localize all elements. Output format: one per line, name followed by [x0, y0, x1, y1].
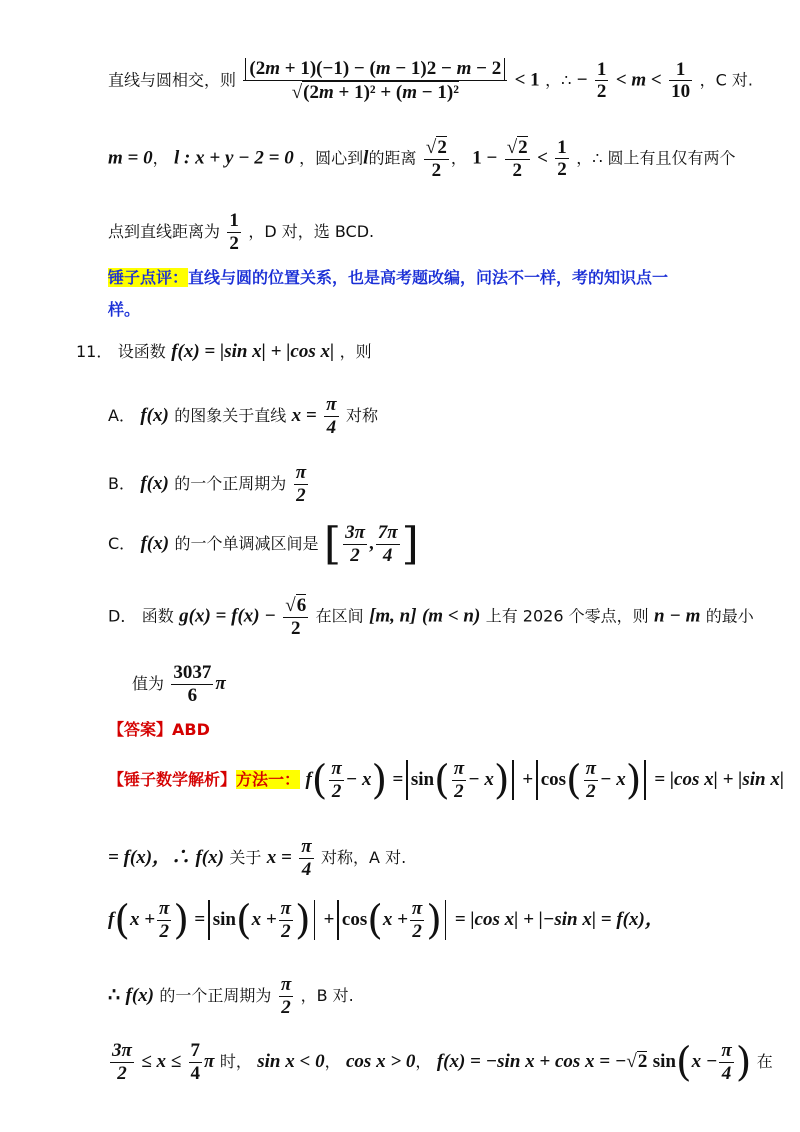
text: 的图象关于直线 [174, 405, 287, 425]
pi: π [204, 1050, 215, 1072]
option-a [108, 394, 378, 439]
one-minus: 1 − [472, 147, 498, 169]
fraction-half: $\frac{1}{2}$ [557, 136, 567, 181]
option-label: B． [108, 473, 135, 493]
option-d [108, 594, 754, 640]
question-11 [76, 342, 372, 361]
text: 对称，A 对. [321, 847, 407, 867]
fraction-one-tenth: $\frac{1}{10}$ [671, 58, 691, 103]
fraction-sqrt6-2: $\frac{√6}{2}$ [285, 595, 307, 639]
answer-value: ABD [172, 720, 210, 739]
function-def: f(x) = |sin x| + |cos x| [171, 341, 335, 362]
line-b-conclusion: ∴ f(x) 的一个正周期为 $\frac{\pi}{2}$ ，B 对. [108, 974, 354, 1018]
fx-expr: f(x) = −sin x + cos x = − [436, 1050, 627, 1072]
distance-fraction: $\frac{(2m + 1)(-1) - (m - 1)2 - m - 2}{\text{√(2m + 1)² + (m − 1)²}}$ [243, 58, 507, 104]
line-d-conclusion [108, 210, 374, 255]
sin-ineq: sin x < 0 [257, 1050, 325, 1072]
text: 对称 [345, 405, 378, 425]
text: 直线与圆相交，则 [108, 70, 237, 90]
comment-body-2: 样。 [108, 300, 141, 319]
option-label: C． [108, 533, 136, 553]
text: ，B 对. [300, 985, 354, 1005]
m-range: < m < [615, 69, 662, 91]
text: 的距离 [368, 148, 417, 168]
fraction-sqrt2-2: $\frac{√2}{2}$ [425, 137, 447, 181]
option-d-cont [132, 662, 226, 707]
option-label: A． [108, 405, 135, 425]
text: 值为 [132, 673, 165, 693]
analysis-label: 【锤子数学解析】 [108, 769, 237, 789]
text: 的一个正周期为 [174, 473, 287, 493]
option-b [108, 462, 310, 507]
pi: π [215, 672, 226, 694]
fx: f(x) [140, 532, 170, 554]
text: 时， [219, 1051, 252, 1071]
line-m-zero: m = 0， l : x + y − 2 = 0 ，圆心到l的距离 $\frac{√2}{2}$ ， 1 − $\frac{√2}{2}$ < $\frac{1}{2}$ ，∴ 圆上有且仅有两个 [108, 136, 736, 181]
comment-label: 锤子点评： [108, 268, 189, 287]
fraction-half: $\frac{1}{2}$ [229, 210, 239, 254]
text: 点到直线距离为 [108, 221, 221, 241]
text: ，圆心到 [299, 148, 364, 168]
n-minus-m: n − m [654, 605, 701, 627]
answer [108, 722, 210, 739]
text: 设函数 [117, 342, 166, 361]
method-label: 方法一： [236, 769, 301, 789]
fx: f(x) [140, 472, 169, 494]
text: 函数 [141, 606, 174, 626]
comment-cont [108, 302, 140, 319]
sin: sin [652, 1050, 676, 1072]
text: 在 [756, 1051, 773, 1071]
fraction-pi-2: $\frac{\pi}{2}$ [295, 462, 307, 506]
fraction-neg-half: $\frac{1}{2}$ [596, 58, 607, 103]
line-intersection: 直线与圆相交，则 $\frac{(2m + 1)(-1) - (m - 1)2 - m - 2}{\text{√(2m + 1)² + (m − 1)²}}$ < 1 ，∴ − $\frac{1}{2}$ < m < $\frac{1}{10}$ ，C 对. [108, 58, 753, 103]
line-a-conclusion: = f(x)，∴ f(x) 关于 x = $\frac{\pi}{4}$ 对称，A 对. [108, 836, 407, 880]
x-eq: x = [266, 846, 292, 868]
fx: f(x) [125, 984, 154, 1006]
text: 关于 [229, 847, 262, 867]
text: 的一个正周期为 [159, 985, 272, 1005]
fx: f(x) [195, 846, 224, 868]
text-c: ，C 对. [699, 70, 753, 90]
fraction-sqrt2-2b: $\frac{√2}{2}$ [506, 137, 528, 181]
text: 的一个单调减区间是 [174, 533, 319, 553]
lt: < [537, 147, 548, 169]
x-eq: x = [291, 404, 317, 426]
line-l-eq: l : x + y − 2 = 0 [174, 147, 294, 169]
gx-def: g(x) = f(x) − [179, 605, 276, 627]
eq: = |cos x| + |−sin x| = f(x)， [454, 908, 664, 930]
eq: = f(x)，∴ [108, 846, 191, 868]
fraction-7pi-4: $\frac{7\pi}{4}$ [377, 522, 398, 566]
question-number: 11． [76, 342, 113, 361]
text: 在区间 [315, 606, 364, 626]
text: 的最小 [705, 606, 754, 626]
fraction-3037-6: $\frac{3037}{6}$ [173, 662, 212, 706]
l-symbol: l [363, 147, 369, 169]
text: ，D 对，选 BCD. [248, 221, 375, 241]
ineq: ≤ x ≤ [141, 1050, 182, 1072]
comment [108, 270, 668, 287]
comment-body: 直线与圆的位置关系，也是高考题改编，问法不一样，考的知识点一 [188, 268, 669, 287]
line-b-calc: f(x + $\frac{\pi}{2}$ ) = sin(x + $\frac{\pi}{2}$ ) + cos(x + $\frac{\pi}{2}$ ) = |cos x| + |−sin x| = f(x)， [108, 897, 664, 944]
therefore: ，∴ [545, 70, 572, 90]
m-zero: m = 0 [108, 147, 153, 169]
option-label: D． [108, 606, 137, 626]
cos-ineq: cos x > 0 [346, 1050, 416, 1072]
condition: (m < n) [421, 605, 481, 627]
lt-one: < 1 [514, 69, 540, 91]
analysis-method1: 【锤子数学解析】方法一： f( $\frac{\pi}{2}$ − x) = sin( $\frac{\pi}{2}$ − x) + cos( $\frac{\pi}{2}$ − x) = |cos x| + |sin x| [108, 757, 785, 804]
fx: f(x) [140, 404, 169, 426]
line-c-calc: $\frac{3\pi}{2}$ ≤ x ≤ $\frac{7}{4}$ π 时， sin x < 0， cos x > 0， f(x) = −sin x + cos x = −√2 sin(x − $\frac{\pi}{4}$ ) 在 [112, 1039, 773, 1086]
text: ，则 [339, 342, 372, 361]
text: ，∴ 圆上有且仅有两个 [576, 148, 736, 168]
fraction-3pi-2: $\frac{3\pi}{2}$ [345, 522, 365, 566]
therefore: ∴ [108, 984, 121, 1006]
option-c: C． f(x) 的一个单调减区间是 [ $\frac{3\pi}{2}$ , $\frac{7\pi}{4}$ ] [108, 518, 419, 570]
text: 上有 2026 个零点，则 [485, 606, 649, 626]
interval: [m, n] [369, 605, 417, 627]
answer-label: 【答案】 [108, 720, 173, 739]
fraction-pi-4: $\frac{\pi}{4}$ [326, 394, 337, 438]
